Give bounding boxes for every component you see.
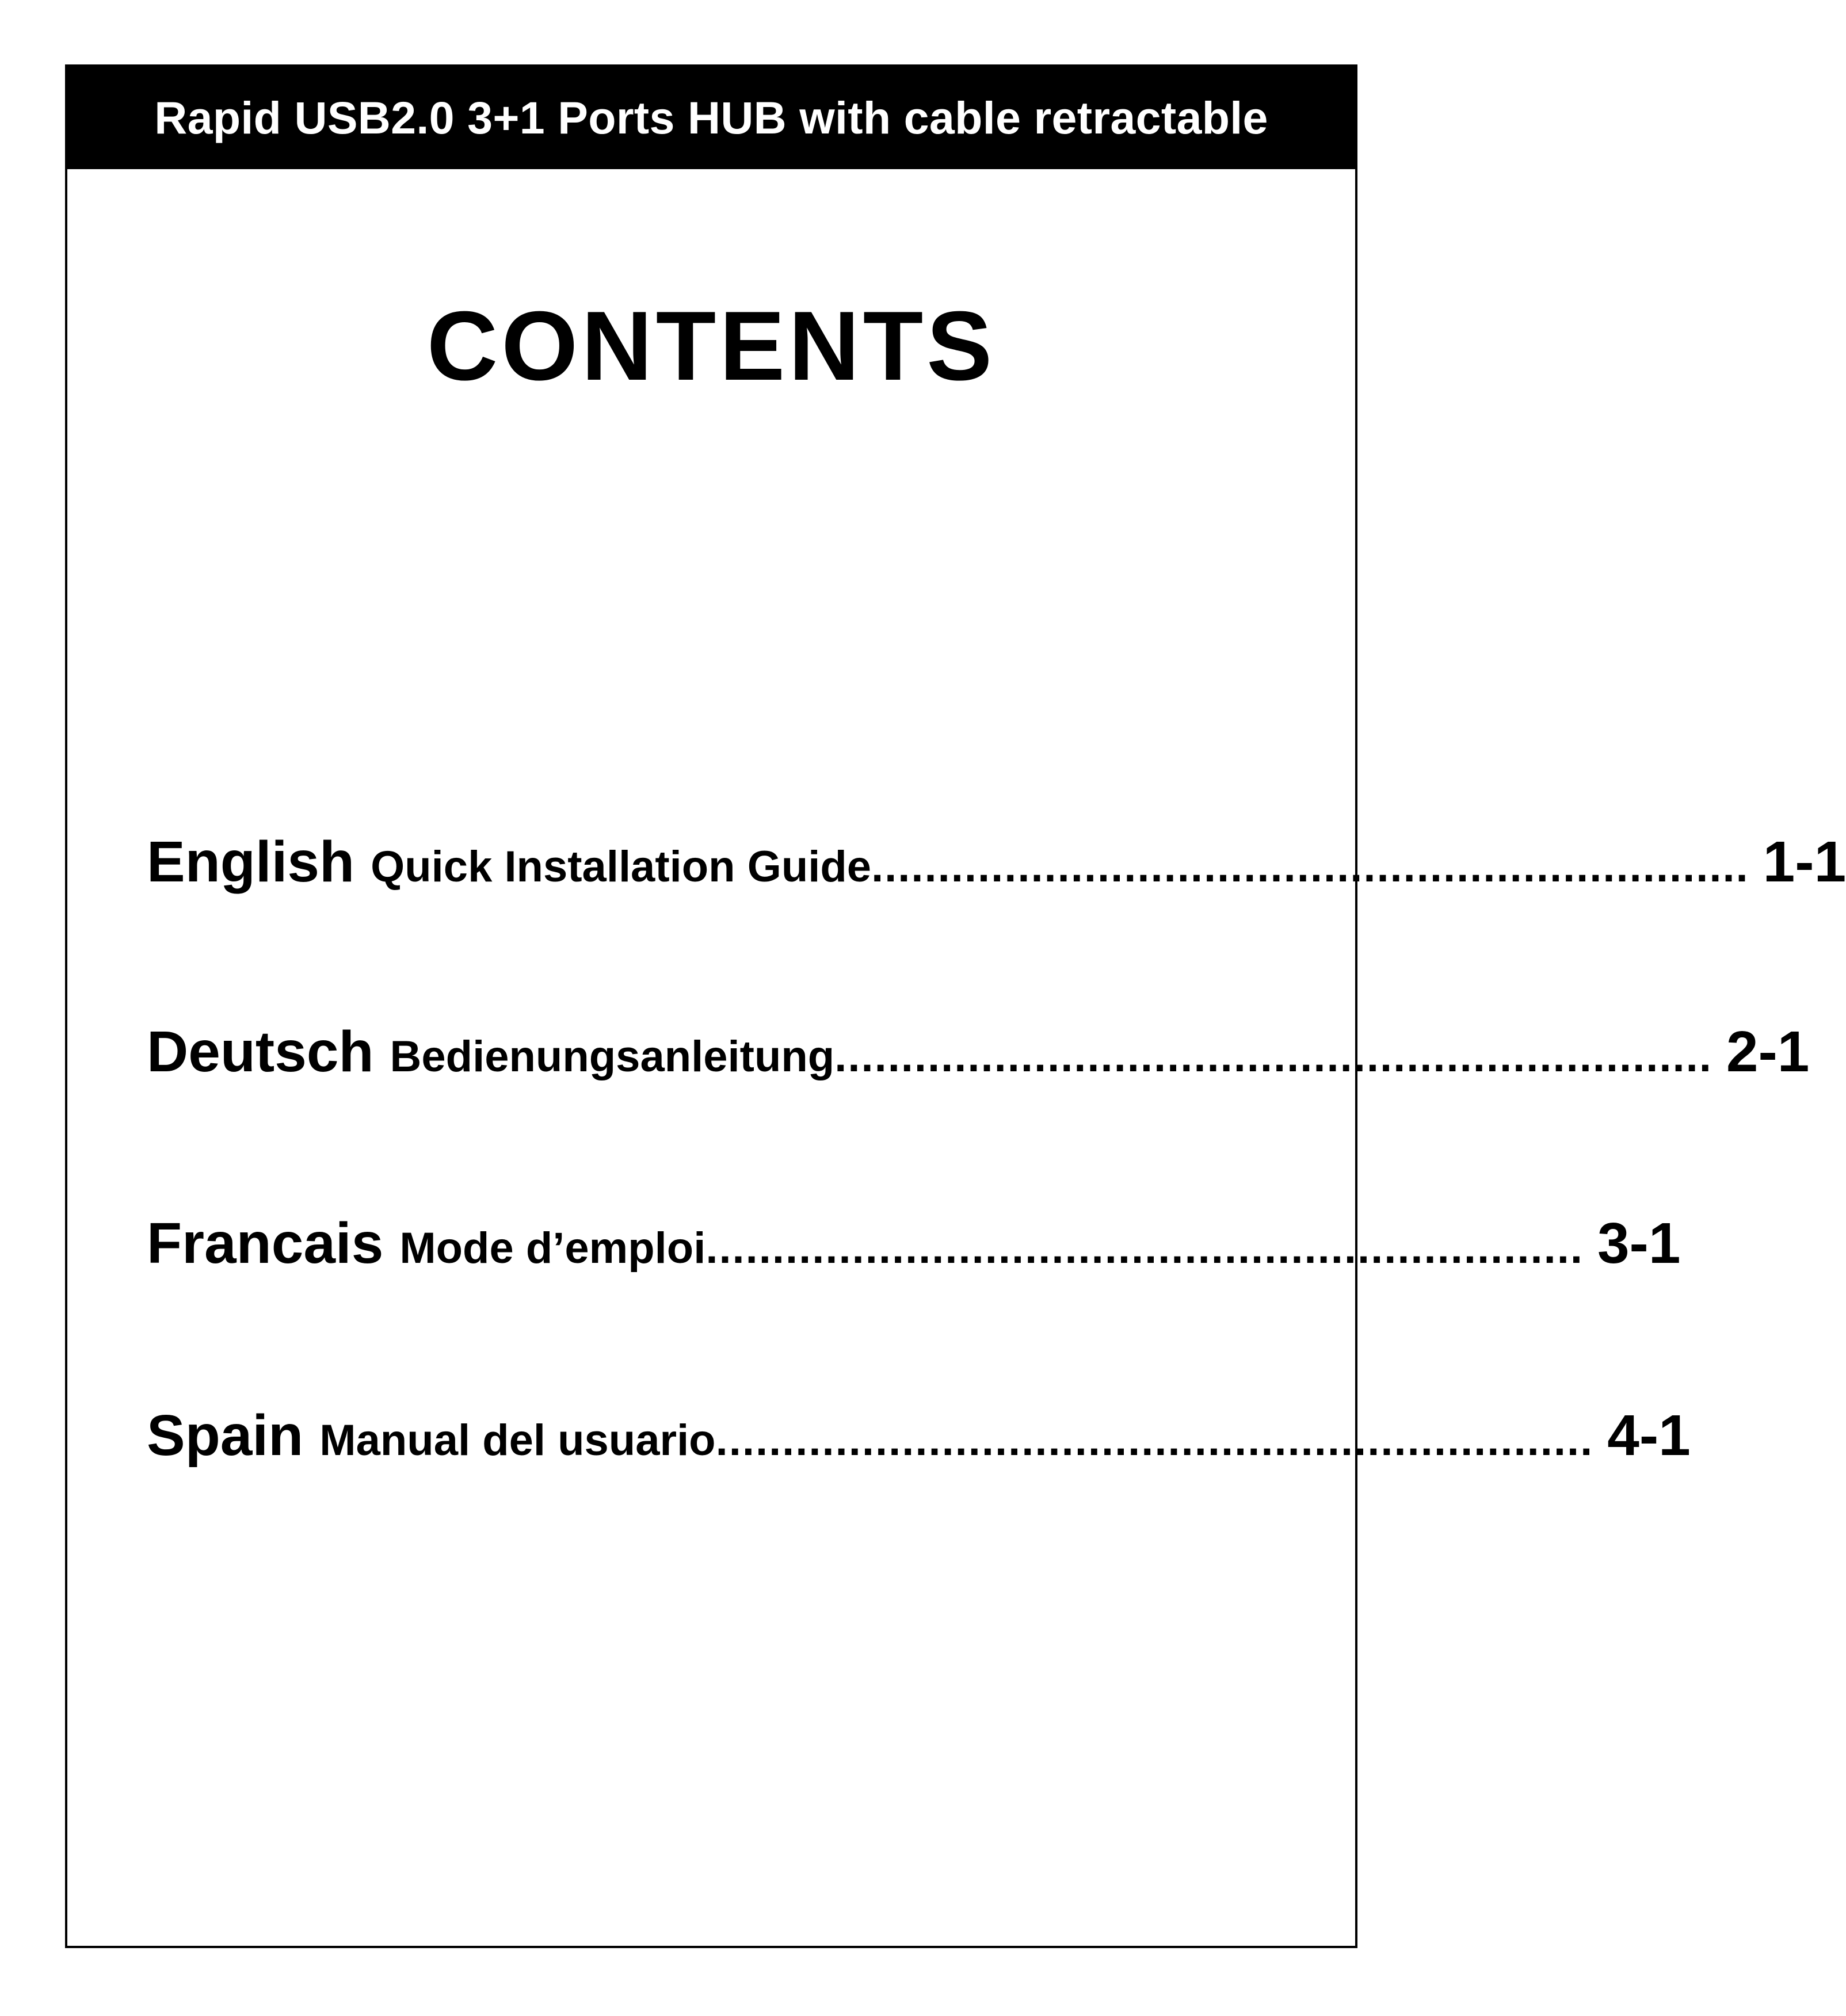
toc-language: English: [147, 830, 355, 894]
toc-page-number: 1-1: [1763, 830, 1846, 894]
contents-title: CONTENTS: [426, 291, 996, 401]
toc-page-number: 4-1: [1607, 1403, 1691, 1468]
toc-description: Mode d’emploi: [399, 1224, 706, 1273]
table-of-contents: [147, 67, 1846, 1946]
toc-language: Deutsch: [147, 1020, 374, 1084]
toc-leader-dots: ..................................................................: [715, 1416, 1594, 1465]
header-title: Rapid USB2.0 3+1 Ports HUB with cable retractable: [154, 92, 1268, 143]
toc-page-number: 3-1: [1597, 1211, 1681, 1276]
toc-description: Manual del usuario: [319, 1416, 716, 1465]
toc-page-number: 2-1: [1726, 1020, 1810, 1084]
page-frame: [65, 64, 1846, 1948]
toc-entry-francais[interactable]: [147, 1211, 1681, 1280]
toc-leader-dots: ..................................................................: [834, 1032, 1712, 1081]
toc-entry-deutsch[interactable]: [147, 1019, 1810, 1088]
toc-entry-spain[interactable]: [147, 1403, 1691, 1472]
toc-language: Spain: [147, 1403, 304, 1468]
toc-leader-dots: ..................................................................: [871, 842, 1749, 891]
toc-description: Quick Installation Guide: [371, 842, 872, 891]
toc-description: Bedienungsanleitung: [390, 1032, 835, 1081]
toc-language: Francais: [147, 1211, 384, 1276]
toc-entry-english[interactable]: [147, 829, 1846, 898]
toc-leader-dots: ..................................................................: [705, 1224, 1584, 1273]
